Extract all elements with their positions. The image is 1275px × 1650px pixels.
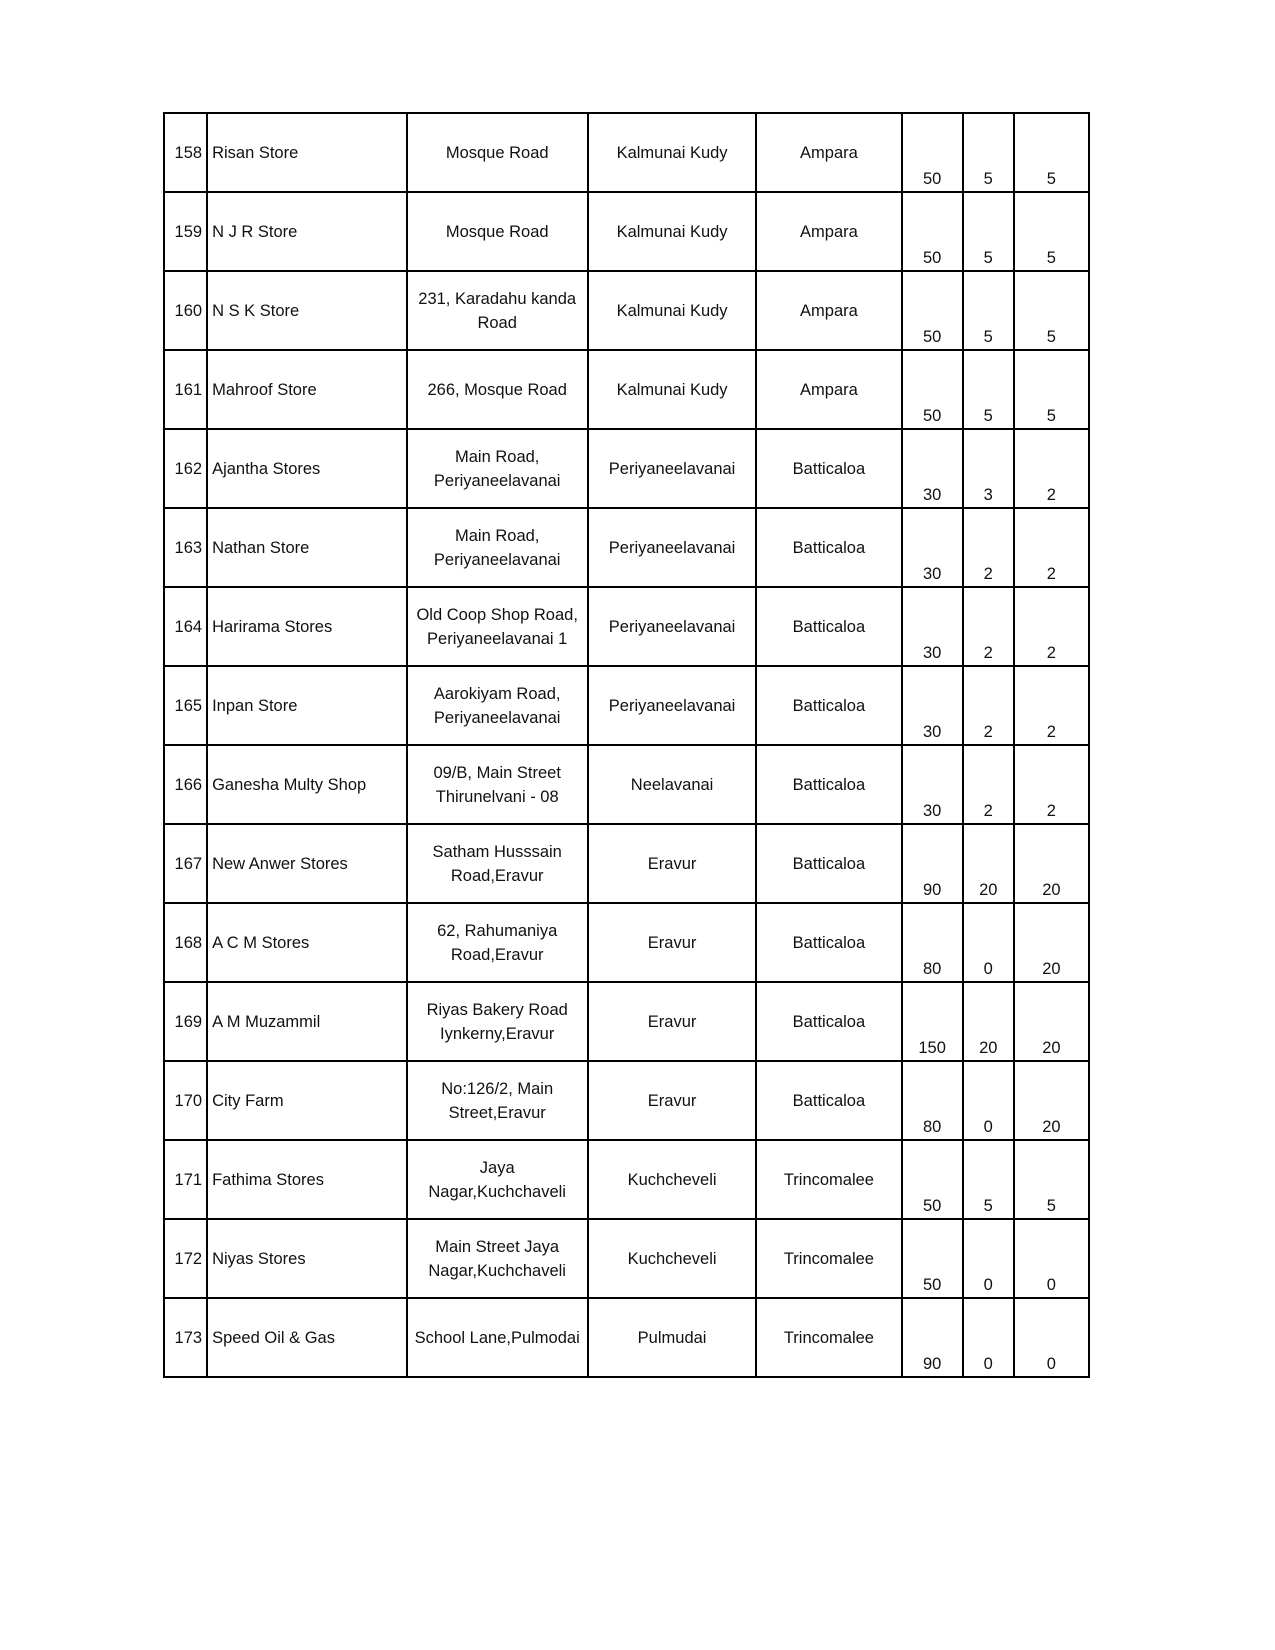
store-district: Batticaloa	[756, 824, 901, 903]
store-town: Periyaneelavanai	[588, 429, 756, 508]
store-address: Aarokiyam Road, Periyaneelavanai	[407, 666, 588, 745]
store-address: Riyas Bakery Road Iynkerny,Eravur	[407, 982, 588, 1061]
value-col-3: 20	[1014, 982, 1089, 1061]
store-name: A M Muzammil	[207, 982, 406, 1061]
store-table	[163, 112, 1090, 1378]
store-town: Neelavanai	[588, 745, 756, 824]
store-town: Kalmunai Kudy	[588, 271, 756, 350]
table-row	[164, 508, 1089, 587]
row-number: 163	[164, 508, 207, 587]
store-district: Batticaloa	[756, 587, 901, 666]
row-number: 162	[164, 429, 207, 508]
table-row	[164, 1219, 1089, 1298]
value-col-3: 2	[1014, 666, 1089, 745]
store-address: Mosque Road	[407, 113, 588, 192]
table-row	[164, 429, 1089, 508]
table-row	[164, 982, 1089, 1061]
table-row	[164, 1061, 1089, 1140]
value-col-2: 2	[963, 745, 1014, 824]
store-address: 09/B, Main Street Thirunelvani - 08	[407, 745, 588, 824]
store-district: Ampara	[756, 350, 901, 429]
value-col-1: 90	[902, 1298, 963, 1377]
store-district: Trincomalee	[756, 1140, 901, 1219]
store-name: Nathan Store	[207, 508, 406, 587]
value-col-1: 90	[902, 824, 963, 903]
value-col-3: 2	[1014, 429, 1089, 508]
row-number: 173	[164, 1298, 207, 1377]
value-col-2: 5	[963, 271, 1014, 350]
store-name: Niyas Stores	[207, 1219, 406, 1298]
value-col-2: 2	[963, 508, 1014, 587]
store-district: Ampara	[756, 113, 901, 192]
table-row	[164, 350, 1089, 429]
store-name: N S K Store	[207, 271, 406, 350]
value-col-3: 20	[1014, 903, 1089, 982]
store-address: Main Street Jaya Nagar,Kuchchaveli	[407, 1219, 588, 1298]
value-col-3: 2	[1014, 587, 1089, 666]
store-address: Mosque Road	[407, 192, 588, 271]
row-number: 159	[164, 192, 207, 271]
value-col-1: 150	[902, 982, 963, 1061]
row-number: 168	[164, 903, 207, 982]
store-name: Mahroof Store	[207, 350, 406, 429]
value-col-2: 20	[963, 982, 1014, 1061]
store-name: Risan Store	[207, 113, 406, 192]
row-number: 160	[164, 271, 207, 350]
value-col-2: 0	[963, 1298, 1014, 1377]
value-col-1: 30	[902, 666, 963, 745]
table-row	[164, 113, 1089, 192]
store-address: School Lane,Pulmodai	[407, 1298, 588, 1377]
store-town: Periyaneelavanai	[588, 587, 756, 666]
value-col-1: 30	[902, 587, 963, 666]
store-name: Fathima Stores	[207, 1140, 406, 1219]
value-col-2: 0	[963, 1219, 1014, 1298]
value-col-1: 50	[902, 271, 963, 350]
value-col-2: 5	[963, 113, 1014, 192]
store-town: Periyaneelavanai	[588, 508, 756, 587]
store-address: Main Road, Periyaneelavanai	[407, 429, 588, 508]
row-number: 164	[164, 587, 207, 666]
store-address: Jaya Nagar,Kuchchaveli	[407, 1140, 588, 1219]
value-col-3: 5	[1014, 271, 1089, 350]
store-name: A C M Stores	[207, 903, 406, 982]
store-district: Trincomalee	[756, 1219, 901, 1298]
store-town: Eravur	[588, 824, 756, 903]
value-col-3: 2	[1014, 508, 1089, 587]
value-col-3: 5	[1014, 1140, 1089, 1219]
row-number: 165	[164, 666, 207, 745]
row-number: 166	[164, 745, 207, 824]
value-col-2: 5	[963, 192, 1014, 271]
value-col-2: 0	[963, 903, 1014, 982]
table-row	[164, 745, 1089, 824]
store-district: Batticaloa	[756, 508, 901, 587]
value-col-3: 5	[1014, 350, 1089, 429]
store-name: City Farm	[207, 1061, 406, 1140]
store-district: Batticaloa	[756, 1061, 901, 1140]
store-town: Kuchcheveli	[588, 1219, 756, 1298]
value-col-2: 5	[963, 1140, 1014, 1219]
store-district: Ampara	[756, 192, 901, 271]
row-number: 158	[164, 113, 207, 192]
store-district: Trincomalee	[756, 1298, 901, 1377]
row-number: 161	[164, 350, 207, 429]
store-address: Main Road, Periyaneelavanai	[407, 508, 588, 587]
value-col-2: 0	[963, 1061, 1014, 1140]
store-town: Eravur	[588, 1061, 756, 1140]
store-town: Eravur	[588, 982, 756, 1061]
value-col-2: 3	[963, 429, 1014, 508]
table-row	[164, 271, 1089, 350]
store-town: Periyaneelavanai	[588, 666, 756, 745]
value-col-3: 20	[1014, 824, 1089, 903]
value-col-1: 50	[902, 192, 963, 271]
value-col-2: 2	[963, 587, 1014, 666]
store-town: Pulmudai	[588, 1298, 756, 1377]
store-town: Kalmunai Kudy	[588, 113, 756, 192]
row-number: 169	[164, 982, 207, 1061]
row-number: 172	[164, 1219, 207, 1298]
row-number: 167	[164, 824, 207, 903]
table-row	[164, 192, 1089, 271]
value-col-1: 50	[902, 350, 963, 429]
value-col-3: 5	[1014, 192, 1089, 271]
table-row	[164, 587, 1089, 666]
store-address: 266, Mosque Road	[407, 350, 588, 429]
value-col-2: 20	[963, 824, 1014, 903]
store-name: Ganesha Multy Shop	[207, 745, 406, 824]
store-district: Batticaloa	[756, 429, 901, 508]
store-district: Ampara	[756, 271, 901, 350]
table-row	[164, 824, 1089, 903]
value-col-1: 30	[902, 745, 963, 824]
store-address: Satham Husssain Road,Eravur	[407, 824, 588, 903]
store-town: Kalmunai Kudy	[588, 192, 756, 271]
table-body	[164, 113, 1089, 1377]
table-row	[164, 666, 1089, 745]
store-town: Kalmunai Kudy	[588, 350, 756, 429]
row-number: 170	[164, 1061, 207, 1140]
store-address: No:126/2, Main Street,Eravur	[407, 1061, 588, 1140]
store-name: Speed Oil & Gas	[207, 1298, 406, 1377]
value-col-3: 0	[1014, 1219, 1089, 1298]
table-row	[164, 1298, 1089, 1377]
store-address: Old Coop Shop Road, Periyaneelavanai 1	[407, 587, 588, 666]
store-district: Batticaloa	[756, 745, 901, 824]
store-district: Batticaloa	[756, 982, 901, 1061]
value-col-1: 80	[902, 1061, 963, 1140]
store-name: New Anwer Stores	[207, 824, 406, 903]
value-col-2: 5	[963, 350, 1014, 429]
value-col-1: 80	[902, 903, 963, 982]
value-col-1: 50	[902, 113, 963, 192]
store-address: 231, Karadahu kanda Road	[407, 271, 588, 350]
table-row	[164, 903, 1089, 982]
store-town: Kuchcheveli	[588, 1140, 756, 1219]
store-district: Batticaloa	[756, 666, 901, 745]
value-col-2: 2	[963, 666, 1014, 745]
store-district: Batticaloa	[756, 903, 901, 982]
store-name: Inpan Store	[207, 666, 406, 745]
value-col-3: 5	[1014, 113, 1089, 192]
store-name: N J R Store	[207, 192, 406, 271]
value-col-3: 2	[1014, 745, 1089, 824]
store-town: Eravur	[588, 903, 756, 982]
value-col-1: 30	[902, 429, 963, 508]
row-number: 171	[164, 1140, 207, 1219]
store-name: Ajantha Stores	[207, 429, 406, 508]
value-col-3: 0	[1014, 1298, 1089, 1377]
value-col-1: 50	[902, 1219, 963, 1298]
value-col-1: 50	[902, 1140, 963, 1219]
table-row	[164, 1140, 1089, 1219]
store-name: Harirama Stores	[207, 587, 406, 666]
value-col-1: 30	[902, 508, 963, 587]
value-col-3: 20	[1014, 1061, 1089, 1140]
store-address: 62, Rahumaniya Road,Eravur	[407, 903, 588, 982]
